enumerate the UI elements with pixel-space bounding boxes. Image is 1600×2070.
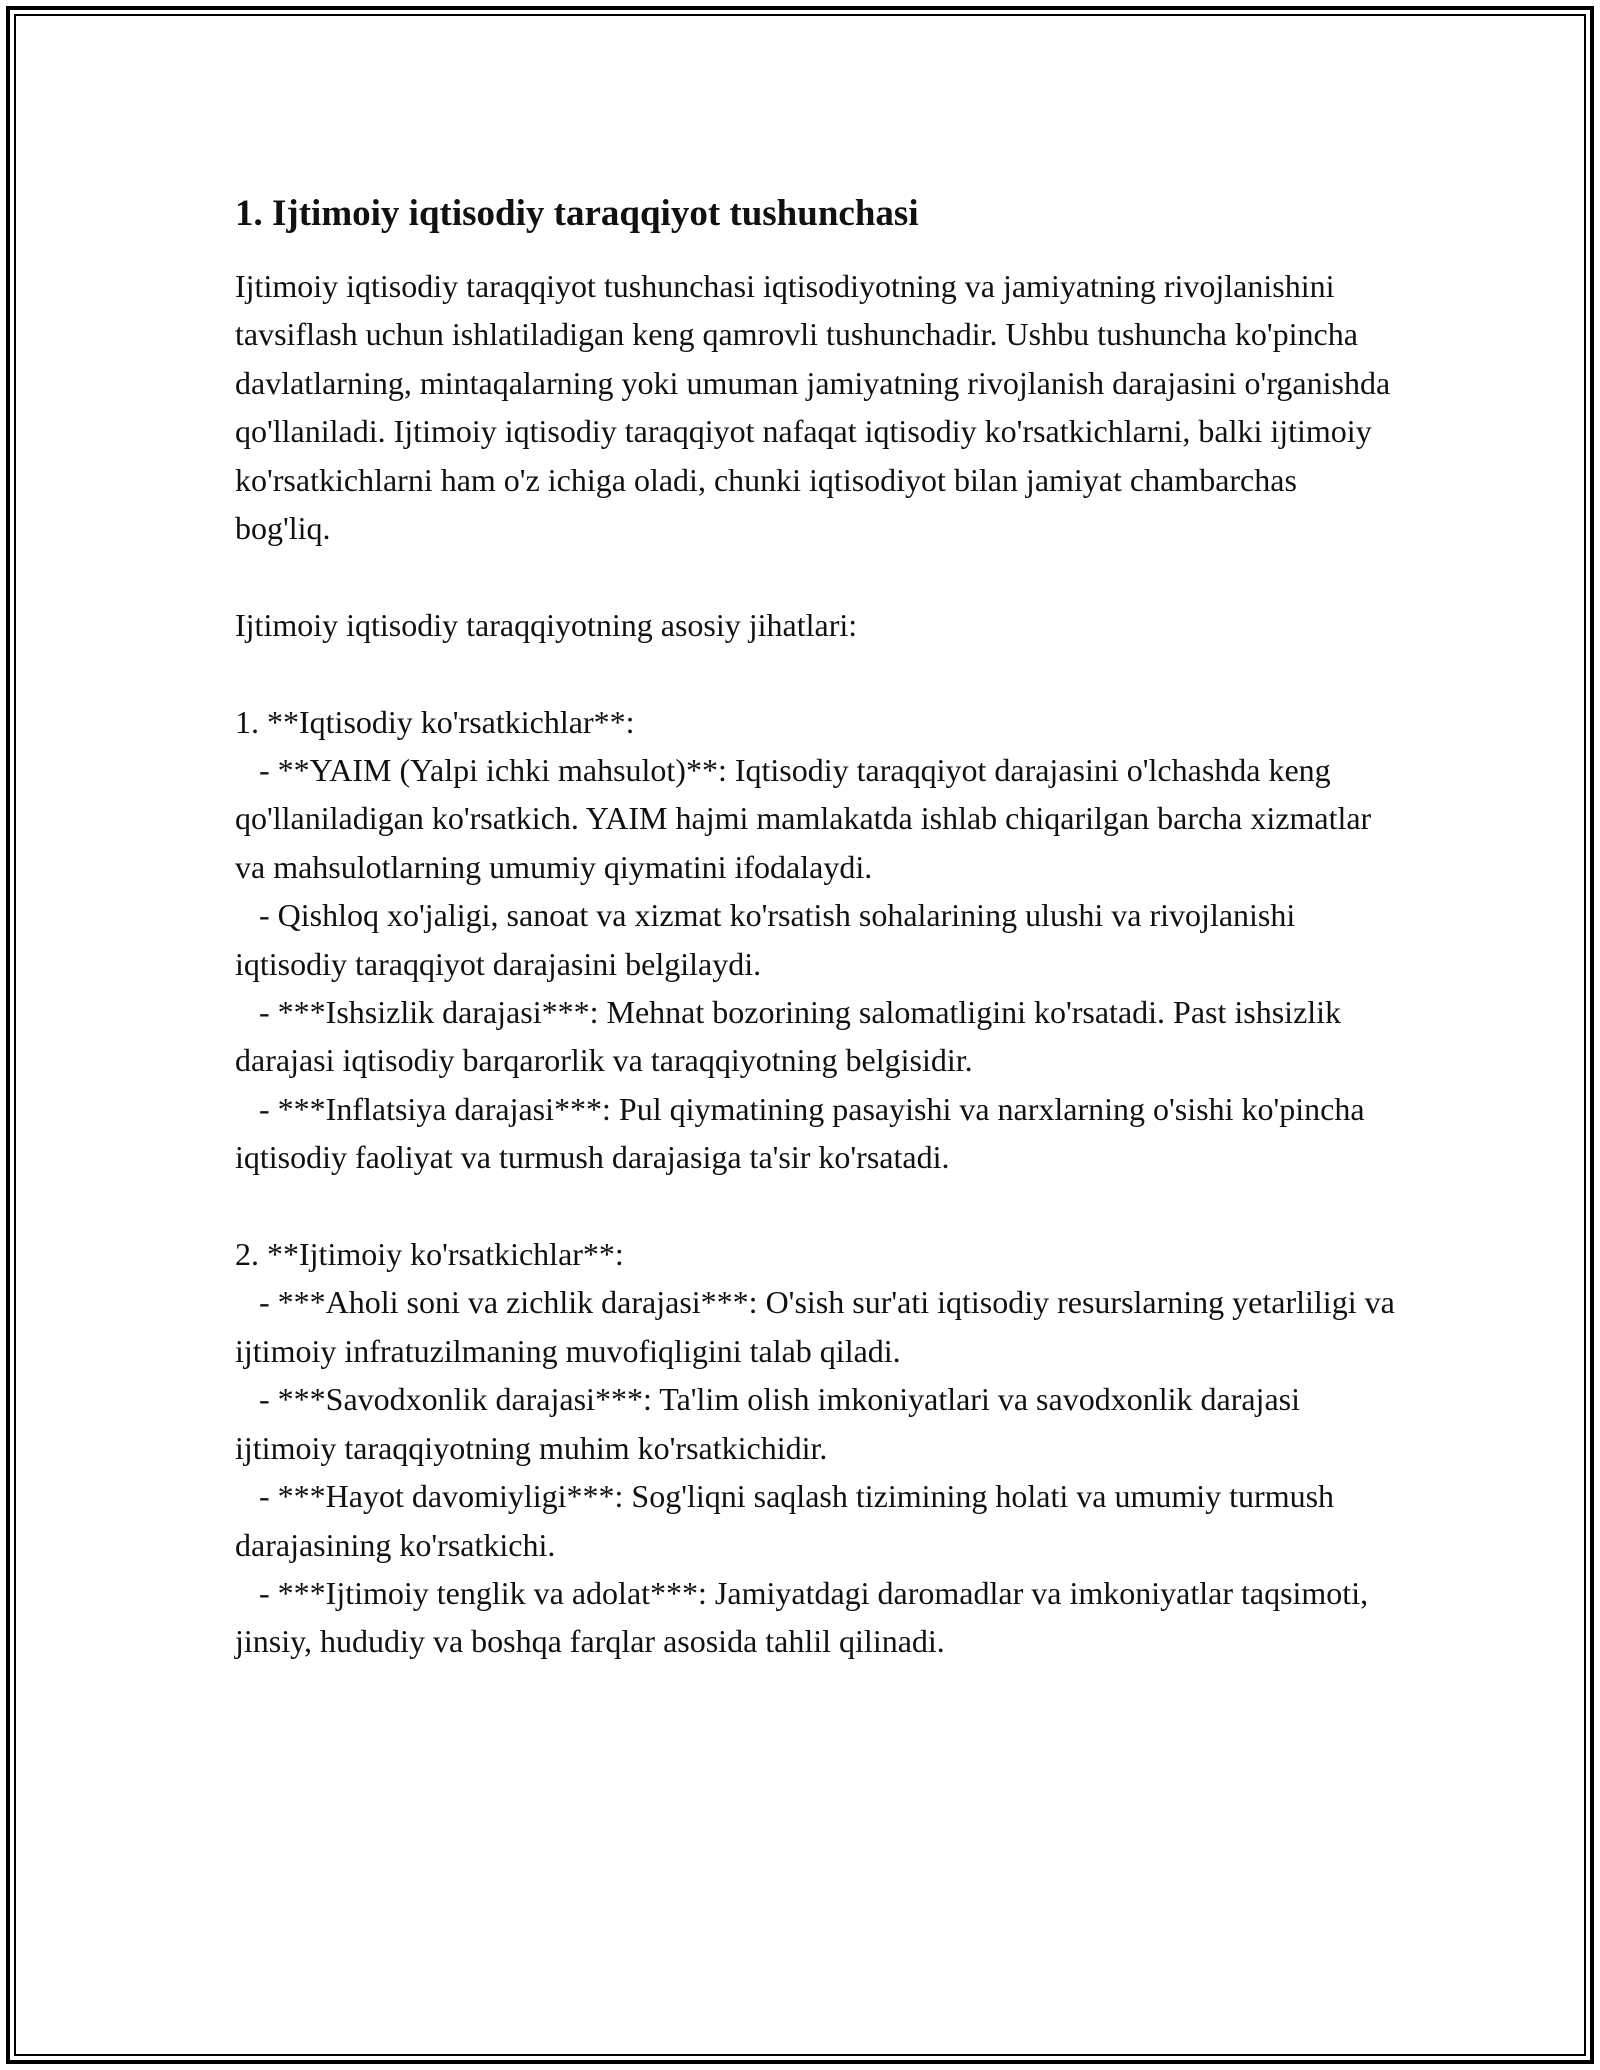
intro-paragraph: Ijtimoiy iqtisodiy taraqqiyot tushunchasi iqtisodiyotning va jamiyatning rivojlanishini tavsiflash uchun ishlatiladigan keng qamrovli tushunchadir. Ushbu tushuncha ko'pincha davlatlarning, mintaqalarning yoki umuman jamiyatning rivojlanish darajasini o'rganishda qo'llaniladi. Ijtimoiy iqtisodiy taraqqiyot nafaqat iqtisodiy ko'rsatkichlarni, balki ijtimoiy ko'rsatkichlarni ham o'z ichiga oladi, chunki iqtisodiyot bilan jamiyat chambarchas bog'liq. — [235, 268, 1391, 547]
list-item: - **YAIM (Yalpi ichki mahsulot)**: Iqtisodiy taraqqiyot darajasini o'lchashda keng qo'llaniladigan ko'rsatkich. YAIM hajmi mamlakatda ishlab chiqarilgan barcha xizmatlar va mahsulotlarning umumiy qiymatini ifodalaydi. — [235, 752, 1380, 885]
list-title: 1. **Iqtisodiy ko'rsatkichlar**: — [235, 703, 635, 740]
list-item: - ***Aholi soni va zichlik darajasi***: O'sish sur'ati iqtisodiy resurslarning yetarliligi va ijtimoiy infratuzilmaning muvofiqligini talab qiladi. — [235, 1284, 1403, 1369]
list-item: - Qishloq xo'jaligi, sanoat va xizmat ko'rsatish sohalarining ulushi va rivojlanishi iqtisodiy taraqqiyot darajasini belgilaydi. — [235, 897, 1304, 982]
list-title: 2. **Ijtimoiy ko'rsatkichlar**: — [235, 1236, 624, 1273]
list-item: - ***Hayot davomiyligi***: Sog'liqni saqlash tizimining holati va umumiy turmush darajasining ko'rsatkichi. — [235, 1478, 1343, 1563]
section-heading: 1. Ijtimoiy iqtisodiy taraqqiyot tushunchasi — [235, 193, 919, 234]
section-social-indicators — [235, 1230, 1403, 1666]
blank-line — [235, 1182, 1395, 1230]
list-item: - ***Ishsizlik darajasi***: Mehnat bozorining salomatligini ko'rsatadi. Past ishsizlik darajasi iqtisodiy barqarorlik va taraqqiyotning belgisidir. — [235, 994, 1350, 1079]
blank-line — [235, 649, 1395, 697]
list-item: - ***Ijtimoiy tenglik va adolat***: Jamiyatdagi daromadlar va imkoniyatlar taqsimoti, jinsiy, hududiy va boshqa farqlar asosida tahlil qilinadi. — [235, 1574, 1377, 1660]
list-item: - ***Inflatsiya darajasi***: Pul qiymatining pasayishi va narxlarning o'sishi ko'pincha iqtisodiy faoliyat va turmush darajasiga ta'sir ko'rsatadi. — [235, 1090, 1373, 1176]
section-economic-indicators — [235, 698, 1395, 1182]
list-item: - ***Savodxonlik darajasi***: Ta'lim olish imkoniyatlari va savodxonlik darajasi ijtimoiy taraqqiyotning muhim ko'rsatkichidir. — [235, 1381, 1308, 1466]
aspects-intro: Ijtimoiy iqtisodiy taraqqiyotning asosiy jihatlari: — [235, 606, 858, 643]
blank-line — [235, 552, 1395, 600]
document-body — [235, 188, 1403, 1666]
